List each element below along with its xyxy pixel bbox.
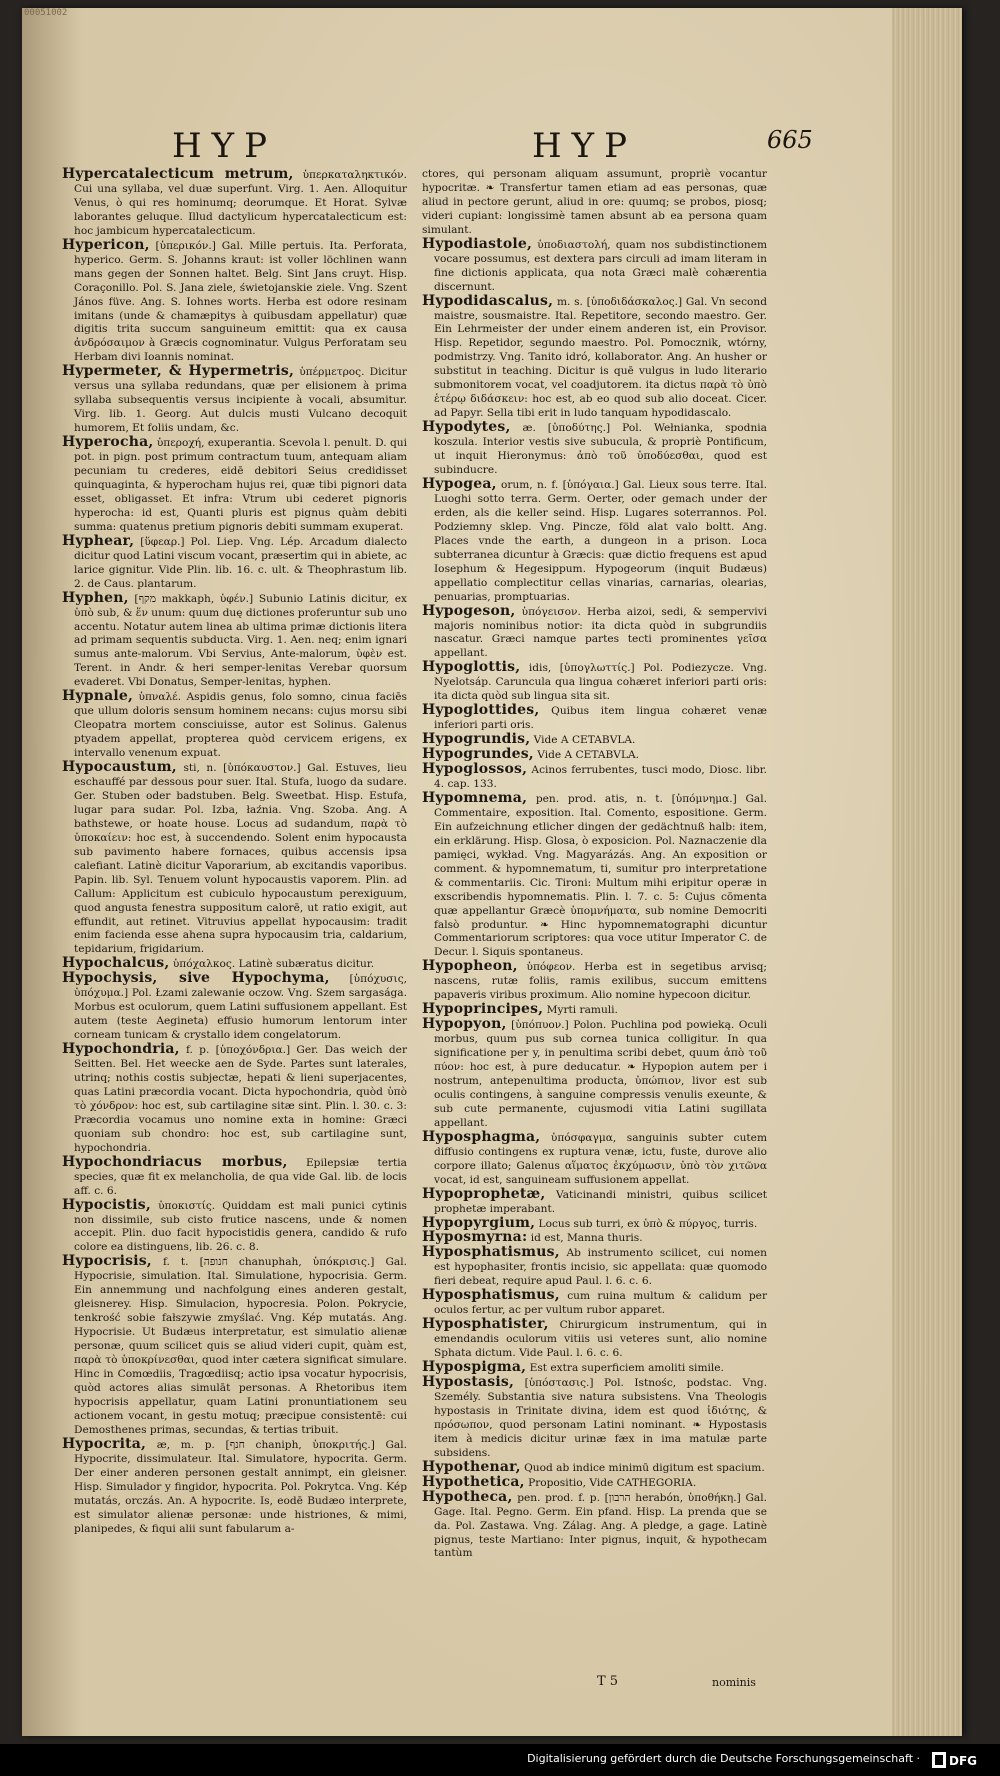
entry-text: ὑπναλέ. Aspidis genus, folo somno, cinua faciēs que ullum doloris sensum hominem necans: cujus morsu sibi Cleopatra mortem consciuisse, autor est Solinus. Galenus ptyadem appellat, propterea quòd cervicem erigens, ex intervallo venenum expuat. [74,691,407,760]
entry-text: orum, n. f. [ὑπόγαια.] Gal. Lieux sous terre. Ital. Luoghi sotto terra. Germ. Oerter, oder gemach under der erden, als die keller seind. Hisp. Lugares soterrannos. Pol. Podziemny sklep. Vng. Pincze, föld alat valo boltt. Ang. Places vnde the earth, a dungeon in a prison. Loca subterranea dicuntur à Græcis: quæ dictio frequens est apud Iosephum & Hegesippum. Hypogeorum (inquit Budæus) appellatio complectitur cellas vinarias, carnarias, olearias, penuarias, promptuarias. [434,478,767,603]
entry-headword: Hypocrita, [62,1435,147,1452]
svg-text:DFG: DFG [949,1754,978,1768]
dictionary-entry [422,1128,767,1188]
entry-text: Vide A CETABVLA. [537,749,640,762]
entry-text: Ab instrumento scilicet, cui nomen est hypophasiter, frontis incisio, sic appellata: quæ quomodo fieri debeat, require apud Paul. l. 6. c. 6. [434,1247,767,1288]
entry-headword: Hyposphatismus, [422,1244,560,1261]
entry-headword: Hypogeson, [422,602,516,619]
entry-text: pen. prod. f. p. [הרבון herabón, ὑποθήκη.] Gal. Gage. Ital. Pegno. Germ. Ein pfand. Hisp. La prenda que se da. Pol. Zastawa. Vng. Zálag. Ang. A pledge, a gage. Latinè pignus, teste Martiano: Inter pignus, inquit, & hypothecam tantùm [434,1491,768,1560]
entry-headword: Hypochondria, [62,1041,180,1058]
dictionary-entry [422,960,767,1003]
entry-text: f. p. [ὑποχόνδρια.] Ger. Das weich der Seitten. Bel. Het weecke aen de Syde. Partes sunt laterales, utrinq; nothis costis subjectæ, hepati & lieni superjacentes, quas Latini præcordia vocant. Dicta hypochondria, quòd ὑπὸ τὸ χόνδρον: hoc est, sub cartilagine sitæ sint. Plin. l. 30. c. 3: Præcordia vocamus uno nomine exta in homine: Græci quoniam sub chondro: hoc est, sub cartilagine sunt, hypochondria. [74,1044,408,1154]
page-edges [892,8,962,1736]
entry-text: [ὑπερικόν.] Gal. Mille pertuis. Ita. Perforata, hyperico. Germ. S. Johanns kraut: ist voller löchlinen wann mans gegen der Sonnen haltet. Belg. Sint Jans cruyt. Hisp. Coraçonillo. Pol. S. Jana ziele, świetojanskie ziele. Vng. Szent János füve. Ang. S. Iohnes worts. Herba est odore resinam imitans (unde & chamæpitys à quibusdam appellatur) quæ digitis trita succum sanguineum emittit: qua ex causa ἀνδρόσαιμον à Græcis cognominatur. Vulgus Perforatam seu Herbam divi Ioannis nominat. [74,239,407,364]
dictionary-entry [62,761,407,957]
dictionary-entry [422,475,767,605]
entry-text: ὑπεροχή, exuperantia. Scevola l. penult. D. qui pot. in pign. post primum contractum tuum, antequam aliam pecuniam tu crederes, eidē debitori Seius credidisset quinquaginta, & hyperocham hujus rei, quæ tibi pignori data esset, obligasset. Et infra: Vtrum ubi cederet pignoris hyperocha: id est, Quanti pluris est pignus quàm debiti summa: quatenus pretium pignoris debiti summam exuperat. [74,437,407,533]
dictionary-entry [422,789,767,960]
entry-headword: Hypocaustum, [62,759,177,776]
dictionary-entry [422,704,767,733]
entry-text: Myrti ramuli. [546,1004,618,1017]
dictionary-entry [62,972,407,1043]
entry-text: sti, n. [ὑπόκαυστον.] Gal. Estuves, lieu eschauffé par dessous pour suer. Ital. Stufa, luogo da sudare. Ger. Stuben oder badstuben. Belg. Sweetbat. Hisp. Estufa, lugar para sudar. Pol. Izba, łaźnia. Vng. Szoba. Ang. A bathstewe, or hoate house. Locus ad sudandum, παρὰ τὸ ὑποκαίειν: hoc est, à succendendo. Solent enim hypocausta sub pavimento habere fornaces, quibus accensis ipsa calefiant. Latinè dicitur Vaporarium, ab excitandis vaporibus. Papin. lib. Syl. Tenuem volunt hypocaustis vaporem. Plin. ad Callum: Applicitum est cubiculo hypocaustum perexiguum, quod angusta fenestra suppositum calorē, ut ratio exigit, aut effundit, aut retinet. Vitruvius appellat hypocausim: tradit enim facienda esse ahena supra hypocausim tria, caldarium, tepidarium, frigidarium. [74,762,407,956]
entry-headword: Hypercatalecticum metrum, [62,166,294,182]
entry-headword: Hyphear, [62,532,135,549]
corner-mark: 00051002 [24,8,68,18]
dictionary-entry [422,168,767,238]
entry-text: Est extra superficiem amoliti simile. [529,1362,724,1375]
entry-text: [ὑπόπυον.] Polon. Puchlina pod powieką. Oculi morbus, quum pus sub cornea tunica colligitur. In qua significatione per y, in penultima scribi debet, quum ἀπὸ τοῦ πύον: hoc est, à pure deducatur. ❧ Hypopion autem per i nostrum, antepenultima producta, ὑπώπιον, livor est sub oculis contingens, à sanguine compressis venulis exeunte, & sub cute permanente, cujusmodi vitia Latini sugillata appellant. [434,1019,767,1129]
entry-text: f. t. [חנופה chanuphah, ὑπόκρισις.] Gal. Hypocrisie, simulation. Ital. Simulatione, hypocrisia. Germ. Ein annemmung und nachfolgung eines anderen gestalt, gleisnerey. Hisp. Simulacion, hypocresia. Polon. Pokrycie, tenkrość sobie fałszywie zmyślać. Vng. Kép mutatás. Ang. Hypocrisie. Ut Budæus interpretatur, est simulatio alienæ personæ, quum scilicet quis se aliud videri cupit, quàm est, παρὰ τὸ ὑποκρίνεσθαι, quod inter cætera significat simulare. Hinc in Comœdiis, Tragœdiisq; actio ipsa vocatur hypocrisis, quòd actores alias simulāt personas. A Rhetoribus item hypocrisis appellatur, quam Latini pronuntiationem seu actionem vocant, in gestu motuq; præcipue consistentē: cui Demosthenes primas, secundas, & tertias tribuit. [74,1256,408,1436]
dfg-logo-icon [932,1750,988,1770]
entry-headword: Hypotheca, [422,1488,513,1505]
running-head-right: HYP [532,126,637,166]
dictionary-entry [422,602,767,662]
entry-headword: Hypoprophetæ, [422,1185,546,1202]
entry-headword: Hypothenar, [422,1458,521,1475]
entry-headword: Hyphen, [62,589,129,606]
dictionary-entry [62,236,407,366]
left-column [62,168,407,1536]
dictionary-entry [62,589,407,691]
dictionary-entry [422,661,767,704]
entry-text: pen. prod. atis, n. t. [ὑπόμνημα.] Gal. Commentaire, exposition. Ital. Comento, espositione. Germ. Ein aufzeichnung etlicher dingen der gedächtnuß halb: item, ein erklärung. Hisp. Glosa, ò exposicion. Pol. Naznaczenie dla pamięci, wykład. Vng. Magyarázás. Ang. An exposition or comment. & hypomnematum, ti, sumitur pro interpretatione & commentariis. Cic. Tironi: Multum mihi eripitur operæ in exscribendis hypomnematis. Plin. l. 7. c. 5: Cujus cōmenta quæ appellantur Græcè ὑπομνήματα, sub nomine Democriti falsò produntur. ❧ Hinc hypomnematographi dicuntur Commentariorum scriptores: qua voce utitur Imperator C. de Decur. l. Siquis spontaneus. [434,792,767,959]
entry-headword: Hypochysis, sive Hypochyma, [62,970,330,987]
entry-headword: Hypermeter, & Hypermetris, [62,363,295,380]
entry-headword: Hypogrundis, [422,731,531,748]
entry-headword: Hyposphatister, [422,1316,549,1333]
entry-headword: Hypoglottis, [422,659,521,676]
dictionary-entry [422,763,767,792]
entry-text: cum ruina multum & calidum per oculos fertur, ac per vultum rubor apparet. [434,1290,768,1317]
entry-text: id est, Manna thuris. [530,1232,643,1245]
entry-headword: Hypoprincipes, [422,1001,544,1018]
entry-text: m. s. [ὑποδιδάσκαλος.] Gal. Vn second maistre, sousmaistre. Ital. Repetitore, secondo maestro. Ger. Ein Lehrmeister der under einem anderen ist, ein Provisor. Hisp. Repetidor, segundo maestro. Pol. Pomocznik, wtórny, podmistrzy. Vng. Tanito idró, kollaborator. Ang. An husher or substitut in teaching. Dicitur is quē vulgus in ludo literario submonitorem vocat, vel coadjutorem. ita dictus παρὰ τὸ ὑπὸ ἑτέρῳ διδάσκειν: hoc est, ab eo quod sub alio doceat. Cicer. ad Papyr. Sella tibi erit in ludo tanquam hypodidascalo. [434,295,767,420]
dictionary-entry [62,1255,407,1437]
entry-headword: Hypericon, [62,236,150,253]
page-number: 665 [767,126,813,154]
entry-text: ὑπόσφαγμα, sanguinis subter cutem diffusio contingens ex ruptura venæ, ictu, fuste, durove alio corpore illato; Galenus αἵματος ἐκχύμωσιν, ὑπὸ τὸν χιτῶνα vocat, id est, sanguineam suffusionem appellat. [434,1131,767,1186]
entry-headword: Hypochalcus, [62,955,170,972]
entry-text: Quod ab indice minimū digitum est spacium. [524,1461,765,1474]
entry-headword: Hypopyrgium, [422,1214,536,1231]
dictionary-entry [422,421,767,478]
entry-text: Vaticinandi ministri, quibus scilicet prophetæ imperabant. [434,1188,767,1215]
entry-headword: Hypomnema, [422,789,528,806]
entry-text: æ, m. p. [חנף chaniph, ὑποκριτής.] Gal. Hypocrite, dissimulateur. Ital. Simulatore, hypocrita. Germ. Der einer anderen personen gestalt annimpt, ein gleisner. Hisp. Simulador y fingidor, hypocrita. Pol. Pokrytca. Vng. Kép mutatás, orczás. An. A hypocrite. Is, eodē Budæo interprete, est simulator alienæ personæ: unde histriones, & mimi, planipedes, & fiqui alii sunt fabularum a- [74,1438,407,1535]
entry-text: [ὑπόστασις.] Pol. Istnośc, podstac. Vng. Személy. Substantia sive natura subsistens. Vna Theologis hypostasis in Trinitate divina, idem est quod ἰδιότης, & πρόσωπον, quod personam Latini nominant. ❧ Hypostasis item à medicis dicitur urinæ fæx in ima matulæ parte subsidens. [434,1377,767,1459]
dictionary-entry [62,1153,407,1199]
catchword: nominis [712,1676,756,1689]
entry-text: Propositio, Vide CATHEGORIA. [528,1476,697,1489]
dictionary-entry [422,1289,767,1318]
entry-text: ctores, qui personam aliquam assumunt, propriè vocantur hypocritæ. ❧ Transfertur tamen etiam ad eas personas, quæ aliud in pectore gerunt, aliud in ore: quumq; se probos, piosq; videri cupiant: longissimè tamen absunt ab ea persona quam simulant. [422,168,767,236]
dictionary-entry [62,365,407,436]
entry-headword: Hypoglottides, [422,702,540,719]
entry-headword: Hypoglossos, [422,761,528,778]
entry-text: [מקף makkaph, ὑφέν.] Subunio Latinis dicitur, ex ὑπὸ sub, & ἕν unum: quum duę dictiones proferuntur sub uno accentu. Notatur autem linea ab ultima primæ dictionis litera ad primam sequentis subducta. Virg. 1. Aen. neq; enim ignari sumus ante-malorum. Vbi Servius, Ante-malorum, ὑφὲν est. Terent. in Andr. & heri semper-lenitas Verebar quorsum evaderet. Vbi Donatus, Semper-lenitas, hyphen. [74,592,407,689]
footer-bar [0,1744,1000,1776]
entry-headword: Hypogrundes, [422,746,534,763]
dictionary-entry [422,1018,767,1131]
dictionary-entry [62,1043,407,1156]
entry-headword: Hypospigma, [422,1359,527,1376]
entry-text: ὑπόχαλκος. Latinè subæratus dicitur. [172,958,375,971]
book-page [22,8,962,1736]
entry-headword: Hypopheon, [422,958,518,975]
entry-text: ὑπερκαταληκτικόν. Cui una syllaba, vel duæ superfunt. Virg. 1. Aen. Alloquitur Venus, ò qui res hominumq; deorumque. Et Horat. Sylvæ laborantes geluque. Illud dactylicum hypercatalecticum est: hoc jambicum hypercatalecticum. [74,169,407,237]
entry-text: ὑπέρμετρος. Dicitur versus una syllaba redundans, quæ per elisionem à prima syllaba subsequentis versus incipiente à vocali, absumitur. Virg. lib. 1. Georg. Aut dulcis musti Vulcano decoquit humorem, Et foliis undam, &c. [74,366,407,435]
entry-text: ὑποκιστίς. Quiddam est mali punici cytinis non dissimile, sub cisto frutice nascens, unde & nomen accepit. Plin. duo facit hypocistidis genera, candido & rufo colore ea distinguens, lib. 26. c. 8. [74,1199,407,1254]
entry-headword: Hypogea, [422,475,497,492]
entry-headword: Hypocrisis, [62,1253,152,1270]
dictionary-entry [422,292,767,422]
entry-headword: Hypodidascalus, [422,292,554,309]
entry-text: Quibus item lingua cohæret venæ inferiori parti oris. [434,705,767,732]
running-head-left: HYP [172,126,277,166]
entry-text: ὑπόγεισον. Herba aizoi, sedi, & sempervivi majoris nominibus notior: ita dicta quòd in subgrundiis nascatur. Græci namque partes tecti prominentes γεῖσα appellant. [434,605,767,660]
entry-headword: Hypocistis, [62,1196,151,1213]
entry-headword: Hypodytes, [422,419,511,436]
entry-headword: Hyposmyrna: [422,1229,528,1246]
entry-headword: Hypostasis, [422,1374,515,1391]
right-column [422,168,767,1561]
dictionary-entry [422,1488,768,1562]
entry-text: Chirurgicum instrumentum, qui in emendandis oculorum vitiis usi veteres sunt, alio nomine Sphata dictum. Vide Paul. l. 6. c. 6. [434,1319,768,1360]
entry-text: Vide A CETABVLA. [533,734,636,747]
dictionary-entry [422,1185,767,1217]
entry-headword: Hypothetica, [422,1473,525,1490]
dictionary-entry [422,1376,767,1461]
signature-mark: T 5 [597,1674,619,1689]
entry-headword: Hyperocha, [62,434,154,451]
dictionary-entry [62,1435,407,1537]
dictionary-entry [422,1246,767,1289]
entry-text: [ὑπόχυσις, ὑπόχυμα.] Pol. Łzami zalewanie oczow. Vng. Szem sargasága. Morbus est oculorum, quem Latini suffusionem appellant. Est autem (teste Aegineta) effusio humorum lentorum inter corneam tunicam & crystallo idem congelatorum. [74,973,407,1042]
dictionary-entry [422,235,768,295]
dictionary-entry [62,690,407,761]
entry-text: ὑποδιαστολή, quam nos subdistinctionem vocare possumus, est dextera pars circuli ad imam literam in fine dictionis applicata, qua nota Græci malè cohærentia discernunt. [434,238,768,293]
entry-headword: Hypodiastole, [422,235,533,252]
entry-text: Locus sub turri, ex ὑπὸ & πύργος, turris. [538,1217,758,1230]
dictionary-entry [422,1318,767,1361]
dictionary-entry [62,1196,407,1256]
dictionary-entry [62,532,407,592]
entry-headword: Hypochondriacus morbus, [62,1153,288,1170]
dictionary-entry [62,436,407,535]
entry-text: Acinos ferrubentes, tusci modo, Diosc. libr. 4. cap. 133. [434,764,768,790]
entry-text: æ. [ὑποδύτης.] Pol. Wełnianka, spodnia koszula. Interior vestis sive subucula, & propriè Pontificum, ut inquit Hieronymus: ἀπὸ τοῦ ὑποδύεσθαι, quod est subinducre. [434,422,767,477]
entry-text: idis, [ὑπογλωττίς.] Pol. Podiezycze. Vng. Nyelotsáp. Caruncula qua lingua cohæret inferiori parti oris: ita dicta quòd sub lingua sita sit. [434,662,767,703]
entry-headword: Hyposphatismus, [422,1287,560,1304]
entry-text: Epilepsiæ tertia species, quæ fit ex melancholia, de qua vide Gal. lib. de locis aff. c. 6. [74,1156,407,1197]
dictionary-entry [62,168,407,239]
entry-headword: Hypopyon, [422,1016,507,1033]
entry-headword: Hyposphagma, [422,1128,541,1145]
entry-text: [ὕφεαρ.] Pol. Liep. Vng. Lép. Arcadum dialecto dicitur quod Latini viscum vocant, præsertim qui in abiete, ac larice gignitur. Vide Plin. lib. 16. c. ult. & Theophrastum lib. 2. de Caus. plantarum. [74,535,407,590]
entry-headword: Hypnale, [62,688,134,705]
entry-text: ὑπόφεον. Herba est in segetibus arvisq; nascens, rutæ foliis, ramis exilibus, succum emittens papaveris viribus proximum. Alio nomine hypecoon dicitur. [434,961,767,1002]
footer-credit: Digitalisierung gefördert durch die Deutsche Forschungsgemeinschaft · [527,1752,920,1765]
